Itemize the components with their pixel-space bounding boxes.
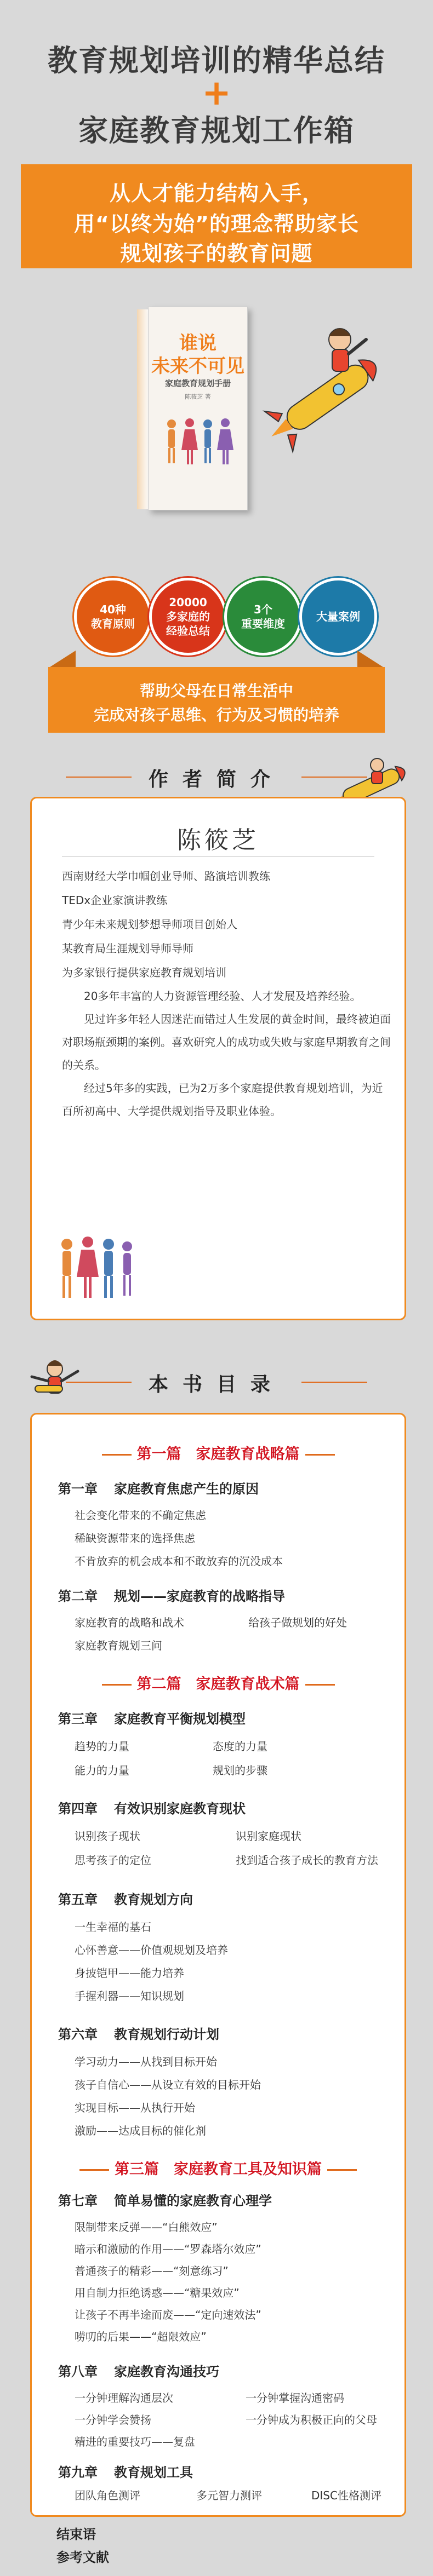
toc-item: 实现目标——从执行开始: [75, 2101, 195, 2114]
book-subtitle: 家庭教育规划手册: [164, 378, 231, 388]
toc-item: 心怀善意——价值观规划及培养: [75, 1944, 228, 1957]
circle-3-line-2: 重要维度: [241, 617, 285, 630]
toc-item: 趋势的力量: [75, 1740, 129, 1753]
toc-item: 态度的力量: [213, 1740, 267, 1753]
book-author: 陈筱芝 著: [185, 393, 211, 400]
feature-circle-cases: [299, 578, 377, 656]
toc-item: 识别孩子现状: [75, 1830, 140, 1843]
book-spine: [137, 309, 149, 509]
chapter-num: 第九章: [58, 2465, 98, 2480]
banner-ear-right: [357, 651, 385, 668]
author-heading: 作者简介: [148, 768, 284, 791]
toc-panel: [30, 1413, 406, 2517]
toc-item: 规划的步骤: [213, 1764, 267, 1777]
goal-banner-line-2: 完成对孩子思维、行为及习惯的培养: [93, 706, 339, 724]
toc-item: 一生幸福的基石: [75, 1921, 151, 1934]
toc-chapter-1: [58, 1478, 259, 1497]
bio-line: TEDx企业家演讲教练: [62, 894, 168, 907]
bio-line: 为多家银行提供家庭教育规划培训: [62, 966, 226, 979]
chapter-num: 第五章: [58, 1892, 98, 1907]
goal-banner: [48, 667, 385, 733]
toc-item: 精进的重要技巧——复盘: [75, 2435, 195, 2448]
toc-item: 给孩子做规划的好处: [248, 1616, 347, 1629]
toc-item: 一分钟理解沟通层次: [75, 2391, 173, 2405]
toc-item: 社会变化带来的不确定焦虑: [75, 1509, 206, 1522]
chapter-title: 规划——家庭教育的战略指导: [114, 1589, 285, 1604]
toc-item: 学习动力——从找到目标开始: [75, 2055, 217, 2068]
chapter-title: 家庭教育焦虑产生的原因: [114, 1481, 259, 1497]
title-line-2: 家庭教育规划工作箱: [78, 113, 355, 148]
toc-item: 稀缺资源带来的选择焦虑: [75, 1532, 195, 1545]
toc-item: 普通孩子的精彩——“刻意练习”: [75, 2264, 229, 2278]
toc-item: 能力的力量: [75, 1764, 129, 1777]
toc-references: 参考文献: [56, 2550, 109, 2565]
part-1-label: 第一篇 家庭教育战略篇: [136, 1446, 300, 1463]
feature-circle-principles: [74, 578, 152, 656]
author-bio: [62, 864, 391, 1123]
toc-item: 家庭教育规划三问: [75, 1639, 162, 1652]
plus-sign: +: [202, 73, 231, 113]
toc-item: 不肯放弃的机会成本和不敢放弃的沉没成本: [75, 1555, 283, 1568]
title-line-1: 教育规划培训的精华总结: [48, 43, 385, 78]
toc-item: 识别家庭现状: [236, 1830, 301, 1843]
kid-flying-icon: [22, 1353, 88, 1407]
toc-item: 孩子自信心——从设立有效的目标开始: [75, 2078, 261, 2091]
toc-item: 唠叨的后果——“超限效应”: [75, 2330, 207, 2343]
part-rule: [305, 1684, 335, 1686]
circle-1-line-1: 40种: [100, 603, 126, 616]
book-cover: [148, 307, 248, 510]
toc-item: 身披铠甲——能力培养: [75, 1967, 184, 1980]
circle-2-line-1: 20000: [169, 596, 207, 609]
circle-1-line-2: 教育原则: [91, 617, 135, 630]
rocket-kid-illustration: [258, 318, 400, 455]
circle-3-line-1: 3个: [254, 603, 272, 616]
intro-band: [21, 164, 412, 268]
toc-chapter-3: [58, 1708, 246, 1727]
toc-chapter-8: [58, 2361, 219, 2380]
toc-part-1: [32, 1442, 404, 1463]
chapter-num: 第一章: [58, 1481, 98, 1497]
chapter-num: 第八章: [58, 2364, 98, 2379]
chapter-title: 家庭教育平衡规划模型: [114, 1711, 246, 1727]
toc-item: DISC性格测评: [311, 2489, 381, 2502]
chapter-title: 教育规划行动计划: [114, 2027, 219, 2042]
chapter-title: 家庭教育沟通技巧: [114, 2364, 219, 2379]
part-rule: [102, 1684, 132, 1686]
header: [0, 0, 433, 164]
bio-paragraph: 见过许多年轻人因迷茫而错过人生发展的黄金时间，最终被迫面对职场瓶颈期的案例。喜欢研究人的成功或失败与家庭早期教育之间的关系。: [62, 1013, 391, 1072]
toc-chapter-7: [58, 2190, 272, 2209]
author-name: 陈筱芝: [177, 826, 259, 854]
band-line-1: 从人才能力结构入手，: [109, 181, 323, 205]
toc-item: 思考孩子的定位: [75, 1854, 151, 1867]
toc-item: 一分钟成为积极正向的父母: [246, 2413, 377, 2427]
chapter-title: 有效识别家庭教育现状: [114, 1801, 246, 1816]
toc-part-3: [32, 2157, 404, 2178]
chapter-num: 第七章: [58, 2193, 98, 2209]
toc-chapter-2: [58, 1585, 285, 1605]
bio-line: 某教育局生涯规划导师导师: [62, 942, 193, 955]
toc-item: 家庭教育的战略和战术: [75, 1616, 184, 1629]
toc-item: 一分钟学会赞扬: [75, 2413, 151, 2427]
part-rule: [327, 2169, 357, 2171]
chapter-title: 教育规划方向: [114, 1892, 193, 1907]
toc-item: 用自制力拒绝诱惑——“糖果效应”: [75, 2286, 240, 2299]
feature-circle-dimensions: [224, 578, 302, 656]
chapter-num: 第四章: [58, 1801, 98, 1816]
toc-item: 多元智力测评: [196, 2489, 262, 2502]
kids-illustration: [159, 414, 236, 474]
toc-part-2: [32, 1672, 404, 1693]
toc-item: 暗示和激励的作用——“罗森塔尔效应”: [75, 2242, 261, 2256]
toc-item: 让孩子不再半途而废——“定向速效法”: [75, 2308, 261, 2321]
chapter-num: 第三章: [58, 1711, 98, 1727]
author-panel: [30, 797, 406, 1320]
chapter-num: 第二章: [58, 1589, 98, 1604]
book-title-a: 谁说: [179, 332, 216, 354]
band-line-2: 用“以终为始”的理念帮助家长: [74, 212, 359, 236]
bio-paragraph: 经过5年多的实践，已为2万多个家庭提供教育规划培训，为近百所初高中、大学提供规划指导及职业体验。: [62, 1082, 383, 1118]
bio-line: 西南财经大学巾帼创业导师、路演培训教练: [62, 870, 270, 883]
band-line-3: 规划孩子的教育问题: [120, 242, 313, 266]
toc-chapter-4: [58, 1798, 246, 1817]
chapter-num: 第六章: [58, 2027, 98, 2042]
toc-item: 团队角色测评: [75, 2489, 140, 2502]
feature-circle-families: [149, 578, 227, 656]
part-2-label: 第二篇 家庭教育战术篇: [136, 1676, 300, 1693]
circle-2-line-3: 经验总结: [166, 624, 210, 637]
circle-2-line-2: 多家庭的: [166, 610, 210, 623]
toc-ending: 结束语: [56, 2527, 96, 2542]
book-title-b: 未来不可见: [151, 355, 244, 377]
toc-item: 激励——达成目标的催化剂: [75, 2124, 206, 2137]
part-rule: [79, 2169, 109, 2171]
toc-item: 一分钟掌握沟通密码: [246, 2391, 344, 2405]
toc-chapter-5: [58, 1889, 193, 1908]
circle-4-line-1: 大量案例: [316, 610, 360, 623]
goal-banner-line-1: 帮助父母在日常生活中: [139, 682, 293, 700]
toc-heading: 本书目录: [148, 1373, 284, 1396]
bio-paragraph: 20多年丰富的人力资源管理经验、人才发展及培养经验。: [84, 990, 361, 1003]
part-3-label: 第三篇 家庭教育工具及知识篇: [115, 2161, 322, 2178]
toc-chapter-9: [58, 2462, 193, 2481]
chapter-title: 教育规划工具: [114, 2465, 193, 2480]
banner-ear-left: [48, 651, 76, 668]
part-rule: [102, 1454, 132, 1456]
kids-group-illustration: [54, 1231, 136, 1308]
bio-line: 青少年未来规划梦想导师项目创始人: [62, 918, 237, 931]
toc-item: 限制带来反弹——“白熊效应”: [75, 2221, 218, 2234]
toc-chapter-6: [58, 2023, 219, 2043]
chapter-title: 简单易懂的家庭教育心理学: [114, 2193, 272, 2209]
part-rule: [305, 1454, 335, 1456]
toc-item: 找到适合孩子成长的教育方法: [236, 1854, 378, 1867]
toc-item: 手握利器——知识规划: [75, 1990, 184, 2003]
